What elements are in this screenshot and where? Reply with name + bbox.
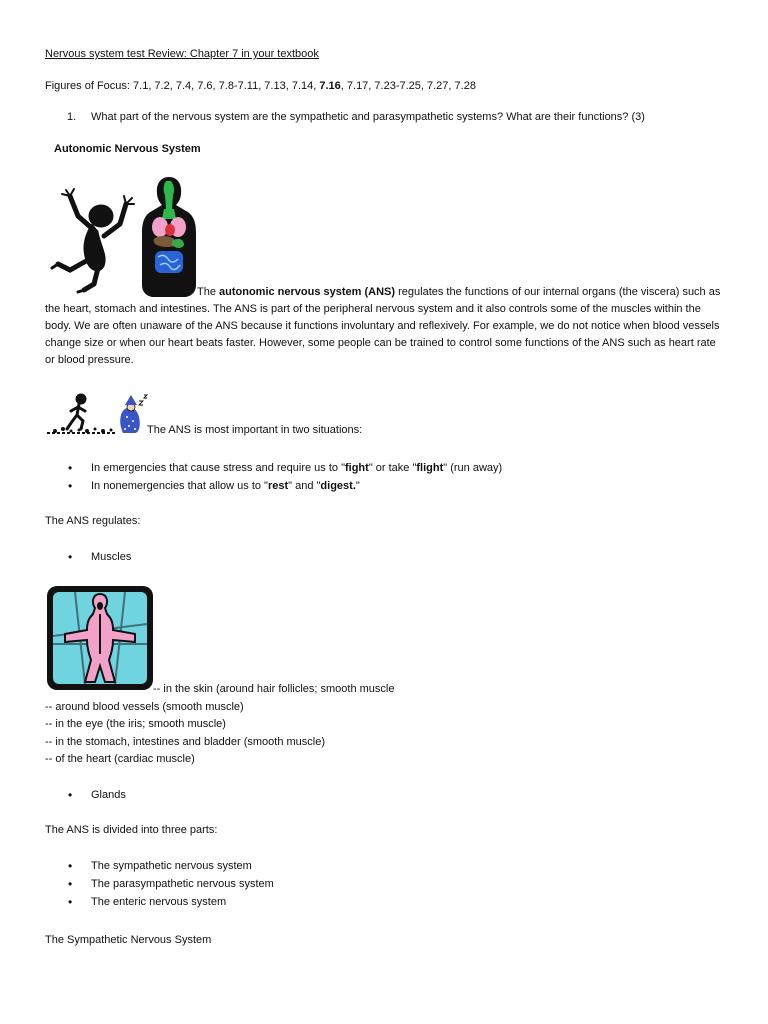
list-item: • In emergencies that cause stress and require us to "fight" or take "flight" (run away): [68, 459, 502, 477]
muscle-lines: [45, 681, 325, 769]
question-text: What part of the nervous system are the sympathetic and parasympathetic systems? What are their functions? (3): [91, 111, 645, 123]
figures-prefix: Figures of Focus: 7.1, 7.2, 7.4, 7.6, 7.8-7.11, 7.13, 7.14,: [45, 80, 320, 92]
divided-label: The ANS is divided into three parts:: [45, 824, 218, 836]
list-item: • Muscles: [68, 548, 131, 566]
ans-para-pre: The: [197, 286, 220, 298]
figures-of-focus: [45, 78, 476, 95]
list-item: • The parasympathetic nervous system: [68, 875, 274, 893]
situations-list: [68, 459, 502, 495]
question-number: 1.: [67, 111, 77, 123]
muscle-figure-illustration: [45, 584, 155, 692]
ans-paragraph: [45, 284, 721, 369]
list-item: • In nonemergencies that allow us to "rest" and "digest.": [68, 477, 502, 495]
ans-parts-list: [68, 857, 274, 911]
dancing-figure-illustration: [48, 186, 138, 296]
muscles-list: [68, 548, 131, 566]
muscle-line: -- of the heart (cardiac muscle): [45, 753, 195, 765]
sympathetic-heading: The Sympathetic Nervous System: [45, 934, 212, 946]
fight-or-rest-illustration: [45, 393, 149, 437]
muscle-line: -- around blood vessels (smooth muscle): [45, 700, 244, 713]
list-item: • The sympathetic nervous system: [68, 857, 274, 875]
muscle-line: -- in the stomach, intestines and bladder (smooth muscle): [45, 735, 326, 748]
figures-suffix: , 7.17, 7.23-7.25, 7.27, 7.28: [340, 80, 476, 92]
list-item: • Glands: [68, 786, 126, 804]
glands-list: [68, 786, 126, 804]
muscle-line-first: -- in the skin (around hair follicles; smooth muscle: [153, 683, 395, 695]
ans-situations-intro: The ANS is most important in two situations:: [147, 424, 363, 436]
ans-para-bold: autonomic nervous system (ANS): [219, 286, 396, 298]
ans-heading: Autonomic Nervous System: [54, 143, 201, 155]
page-title: Nervous system test Review: Chapter 7 in your textbook: [45, 48, 319, 60]
internal-organs-illustration: [138, 175, 200, 299]
ans-para-post: regulates the functions of our internal organs (the viscera) such as the heart, stomach and intestines. The ANS is part of the peripheral nervous system and it also controls some of the muscles within the body. We are often unaware of the ANS because it functions involuntary and reflexively. For example, we do not notice when blood vessels change size or when our heart beats faster. However, some people can be trained to control some functions of the ANS such as heart rate or blood pressure.: [45, 286, 721, 366]
regulates-label: The ANS regulates:: [45, 515, 141, 527]
list-item: • The enteric nervous system: [68, 893, 274, 911]
figures-bold: 7.16: [319, 80, 341, 92]
muscle-line: -- in the eye (the iris; smooth muscle): [45, 718, 226, 730]
